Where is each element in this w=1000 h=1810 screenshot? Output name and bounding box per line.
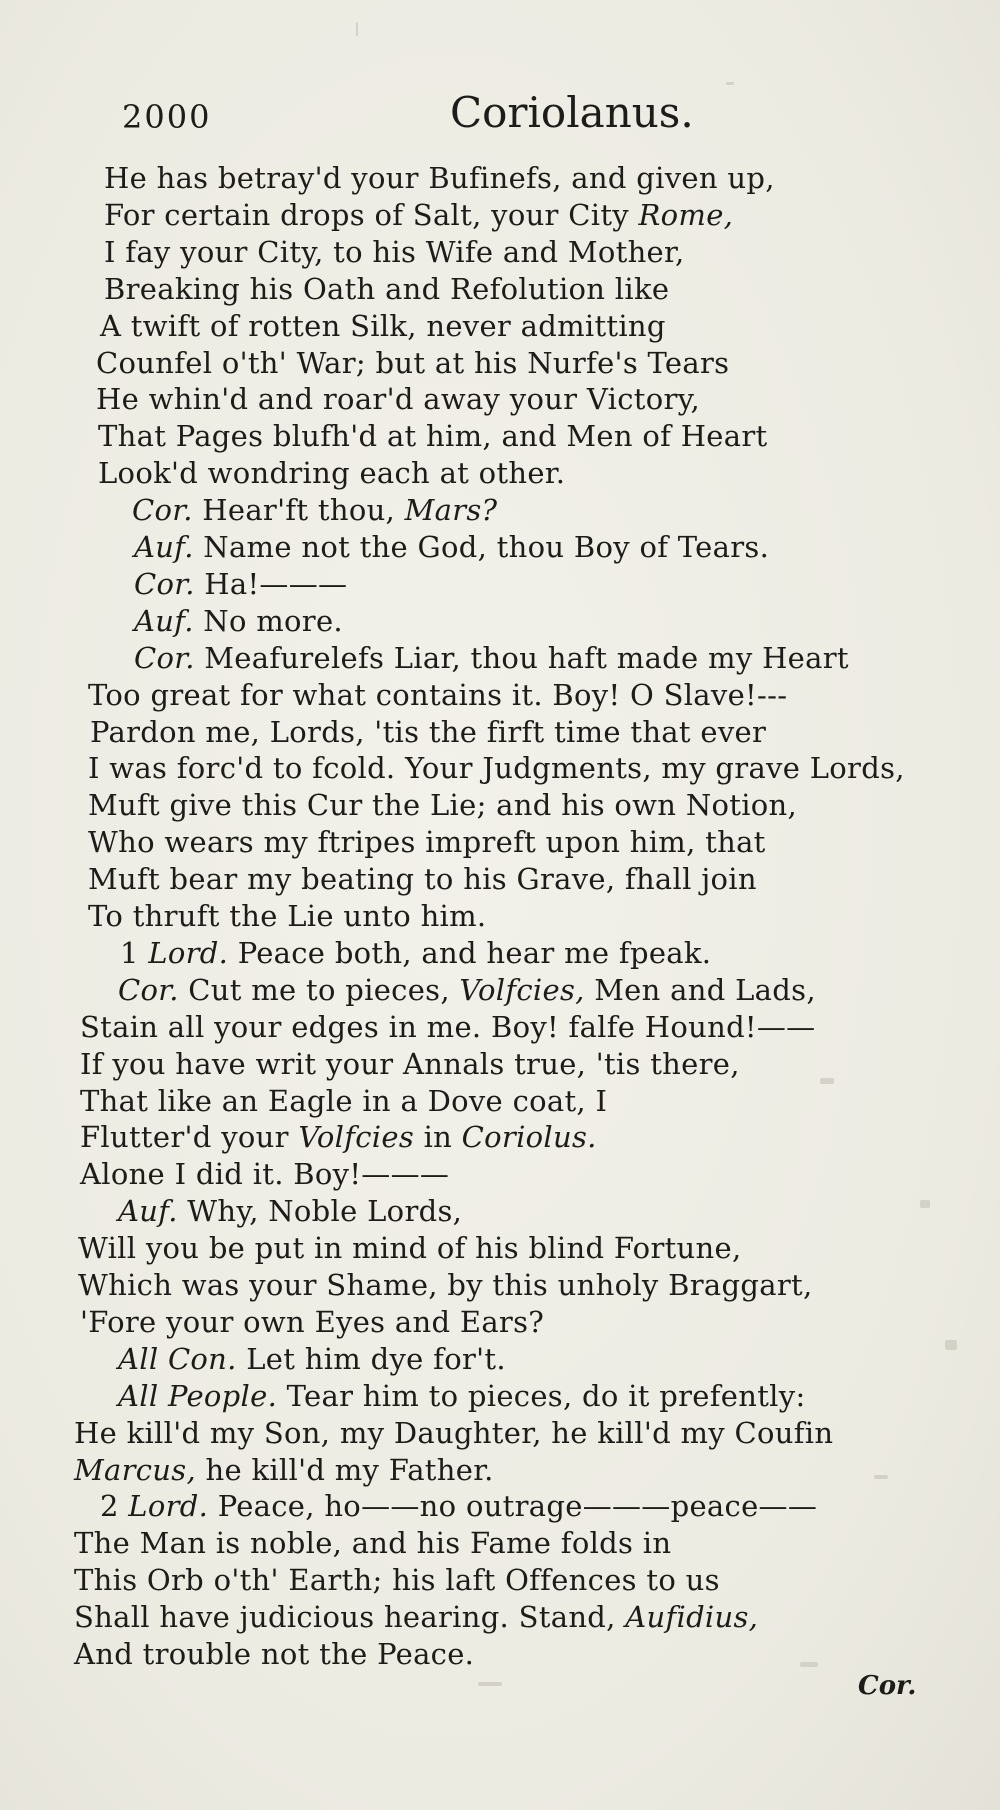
verse-line: Too great for what contains it. Boy! O Slave!--- [88,678,788,712]
page-number: 2000 [122,98,212,136]
paper-speck [356,22,358,36]
paper-speck [820,1078,834,1084]
verse-line: Alone I did it. Boy!——— [80,1157,450,1191]
verse-line: That Pages blufh'd at him, and Men of Heart [98,419,768,453]
catchword: Cor. [858,1671,917,1701]
verse-line: Breaking his Oath and Refolution like [104,272,670,306]
verse-line: Auf. Why, Noble Lords, [118,1194,463,1228]
verse-line: All People. Tear him to pieces, do it prefently: [118,1379,806,1413]
verse-line: He has betray'd your Bufinefs, and given up, [104,161,775,195]
verse-line: A twift of rotten Silk, never admitting [100,309,666,343]
verse-line: 'Fore your own Eyes and Ears? [80,1305,545,1339]
verse-line: Cor. Hear'ft thou, Mars? [132,493,498,527]
verse-line: 1 Lord. Peace both, and hear me fpeak. [120,936,712,970]
paper-speck [874,1475,888,1479]
verse-line: If you have writ your Annals true, 'tis there, [80,1047,740,1081]
paper-speck [945,1340,957,1350]
page-header [122,88,762,148]
paper-speck [800,1662,818,1667]
verse-line: I fay your City, to his Wife and Mother, [104,235,685,269]
verse-line: Which was your Shame, by this unholy Braggart, [78,1268,813,1302]
verse-line: He kill'd my Son, my Daughter, he kill'd my Coufin [74,1416,834,1450]
paper-speck [726,82,734,85]
verse-line: Cor. Meafurelefs Liar, thou haft made my Heart [134,641,849,675]
verse-line: Counfel o'th' War; but at his Nurfe's Tears [96,346,730,380]
verse-line: 2 Lord. Peace, ho——no outrage———peace—— [100,1489,818,1523]
verse-line: Auf. No more. [134,604,343,638]
verse-line: He whin'd and roar'd away your Victory, [96,382,700,416]
paper-speck [478,1682,502,1686]
verse-line: Stain all your edges in me. Boy! falfe Hound!—— [80,1010,816,1044]
running-title: Coriolanus. [450,88,694,137]
verse-line: For certain drops of Salt, your City Rome, [104,198,734,232]
verse-line: Auf. Name not the God, thou Boy of Tears. [134,530,770,564]
verse-line: Pardon me, Lords, 'tis the firft time that ever [90,715,767,749]
verse-line: Marcus, he kill'd my Father. [74,1453,494,1487]
verse-line: Cor. Ha!——— [134,567,348,601]
verse-line: Flutter'd your Volfcies in Coriolus. [80,1120,597,1154]
verse-line: Will you be put in mind of his blind Fortune, [78,1231,742,1265]
verse-line: Muft give this Cur the Lie; and his own Notion, [88,788,798,822]
verse-line: The Man is noble, and his Fame folds in [74,1526,672,1560]
verse-line: This Orb o'th' Earth; his laft Offences to us [74,1563,720,1597]
verse-line: Shall have judicious hearing. Stand, Aufidius, [74,1600,759,1634]
verse-line: To thruft the Lie unto him. [88,899,487,933]
verse-line: All Con. Let him dye for't. [118,1342,506,1376]
verse-line: Muft bear my beating to his Grave, fhall join [88,862,757,896]
paper-speck [920,1200,930,1208]
verse-line: I was forc'd to fcold. Your Judgments, my grave Lords, [88,751,905,785]
verse-line: And trouble not the Peace. [74,1637,475,1671]
verse-line: Who wears my ftripes impreft upon him, that [88,825,766,859]
verse-line: Cor. Cut me to pieces, Volfcies, Men and Lads, [118,973,816,1007]
verse-line: That like an Eagle in a Dove coat, I [80,1084,608,1118]
verse-line: Look'd wondring each at other. [98,456,566,490]
